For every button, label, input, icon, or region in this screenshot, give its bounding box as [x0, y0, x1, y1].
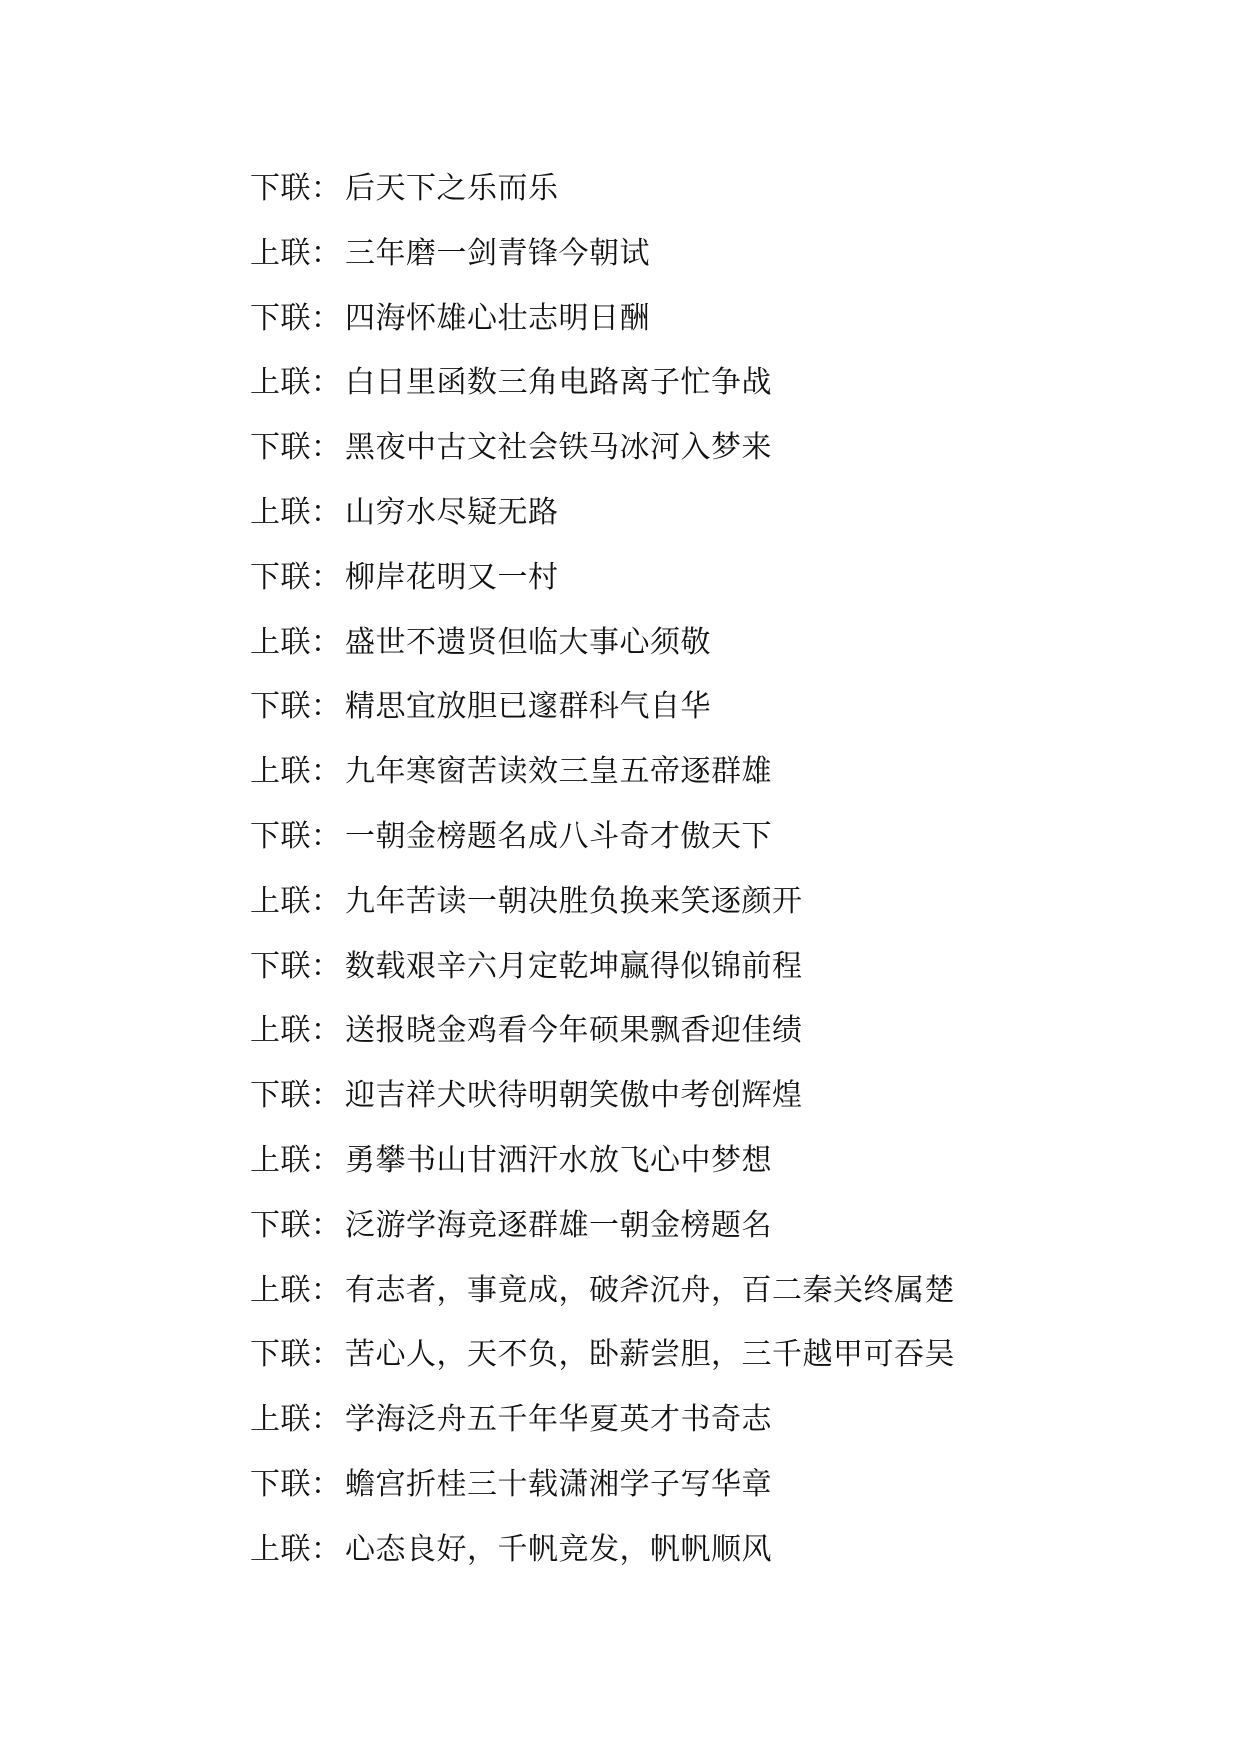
couplet-line-colon: ： [311, 1272, 342, 1308]
couplet-line-text: 有志者，事竟成，破斧沉舟，百二秦关终属楚 [345, 1272, 955, 1308]
couplet-line-colon: ： [311, 365, 342, 401]
couplet-line [250, 1453, 955, 1518]
couplet-line-text: 三年磨一剑青锋今朝试 [345, 235, 650, 271]
couplet-line-colon: ： [311, 1078, 342, 1114]
couplet-line-label: 上联 [250, 1013, 311, 1049]
couplet-line-label: 下联 [250, 430, 311, 466]
couplet-line-text: 心态良好，千帆竞发，帆帆顺风 [345, 1531, 772, 1567]
couplet-line-text: 黑夜中古文社会铁马冰河入梦来 [345, 430, 772, 466]
couplet-line [250, 935, 955, 1000]
couplet-line-label: 上联 [250, 1531, 311, 1567]
couplet-line-label: 上联 [250, 1402, 311, 1438]
couplet-line-text: 勇攀书山甘洒汗水放飞心中梦想 [345, 1142, 772, 1178]
couplet-line-text: 盛世不遗贤但临大事心须敬 [345, 624, 711, 660]
couplet-line-text: 柳岸花明又一村 [345, 559, 559, 595]
couplet-line-colon: ： [311, 754, 342, 790]
couplet-line-colon: ： [311, 624, 342, 660]
couplet-line-text: 送报晓金鸡看今年硕果飘香迎佳绩 [345, 1013, 803, 1049]
couplet-line-label: 下联 [250, 689, 311, 725]
couplet-line [250, 222, 955, 287]
couplet-line-text: 蟾宫折桂三十载潇湘学子写华章 [345, 1466, 772, 1502]
couplet-line-label: 上联 [250, 1272, 311, 1308]
couplet-line-colon: ： [311, 559, 342, 595]
couplet-line-label: 下联 [250, 1207, 311, 1243]
couplet-line-text: 苦心人，天不负，卧薪尝胆，三千越甲可吞吴 [345, 1337, 955, 1373]
couplet-line-text: 精思宜放胆已邃群科气自华 [345, 689, 711, 725]
couplet-line-label: 下联 [250, 818, 311, 854]
couplet-line-text: 后天下之乐而乐 [345, 171, 559, 206]
couplet-line [250, 1388, 955, 1453]
couplet-line-label: 下联 [250, 300, 311, 336]
couplet-line-label: 上联 [250, 883, 311, 919]
couplet-line-label: 上联 [250, 624, 311, 660]
couplet-line-label: 上联 [250, 365, 311, 401]
couplet-line-label: 下联 [250, 1466, 311, 1502]
couplet-line [250, 1323, 955, 1388]
couplet-line [250, 1064, 955, 1129]
couplet-line [250, 416, 955, 481]
couplet-line-text: 四海怀雄心壮志明日酬 [345, 300, 650, 336]
couplet-line-colon: ： [311, 430, 342, 466]
couplet-line [250, 546, 955, 611]
couplet-line-text: 泛游学海竞逐群雄一朝金榜题名 [345, 1207, 772, 1243]
couplet-line [250, 1129, 955, 1194]
couplet-line-text: 迎吉祥犬吠待明朝笑傲中考创辉煌 [345, 1078, 803, 1114]
couplet-line [250, 1194, 955, 1259]
couplet-line [250, 157, 955, 222]
couplet-line [250, 870, 955, 935]
couplet-line-colon: ： [311, 1337, 342, 1373]
couplet-line-colon: ： [311, 689, 342, 725]
couplet-line-colon: ： [311, 171, 342, 206]
couplet-line-label: 上联 [250, 235, 311, 271]
couplet-line-text: 九年苦读一朝决胜负换来笑逐颜开 [345, 883, 803, 919]
couplet-line-label: 上联 [250, 494, 311, 530]
couplet-line-colon: ： [311, 1402, 342, 1438]
couplet-line-text: 一朝金榜题名成八斗奇才傲天下 [345, 818, 772, 854]
couplet-line [250, 675, 955, 740]
couplet-line-label: 下联 [250, 1337, 311, 1373]
couplet-line [250, 481, 955, 546]
couplet-line-label: 上联 [250, 1142, 311, 1178]
couplet-line-label: 下联 [250, 948, 311, 984]
couplet-line-colon: ： [311, 494, 342, 530]
couplet-line-text: 山穷水尽疑无路 [345, 494, 559, 530]
couplet-line-colon: ： [311, 235, 342, 271]
couplet-line-colon: ： [311, 1531, 342, 1567]
couplet-line-colon: ： [311, 883, 342, 919]
couplet-line [250, 999, 955, 1064]
couplet-line-colon: ： [311, 1207, 342, 1243]
couplet-line-colon: ： [311, 1466, 342, 1502]
couplet-line-colon: ： [311, 818, 342, 854]
couplet-list [250, 157, 955, 1583]
couplet-line-colon: ： [311, 300, 342, 336]
couplet-line [250, 611, 955, 676]
couplet-line [250, 351, 955, 416]
couplet-line-text: 九年寒窗苦读效三皇五帝逐群雄 [345, 754, 772, 790]
couplet-line-colon: ： [311, 1142, 342, 1178]
couplet-line-label: 下联 [250, 559, 311, 595]
couplet-line-text: 数载艰辛六月定乾坤赢得似锦前程 [345, 948, 803, 984]
couplet-line [250, 1259, 955, 1324]
couplet-line [250, 1518, 955, 1583]
couplet-line [250, 805, 955, 870]
couplet-line-text: 白日里函数三角电路离子忙争战 [345, 365, 772, 401]
couplet-line-label: 下联 [250, 171, 311, 206]
couplet-line-text: 学海泛舟五千年华夏英才书奇志 [345, 1402, 772, 1438]
couplet-line [250, 740, 955, 805]
couplet-line [250, 287, 955, 352]
couplet-line-label: 下联 [250, 1078, 311, 1114]
couplet-line-colon: ： [311, 948, 342, 984]
couplet-line-colon: ： [311, 1013, 342, 1049]
couplet-line-label: 上联 [250, 754, 311, 790]
